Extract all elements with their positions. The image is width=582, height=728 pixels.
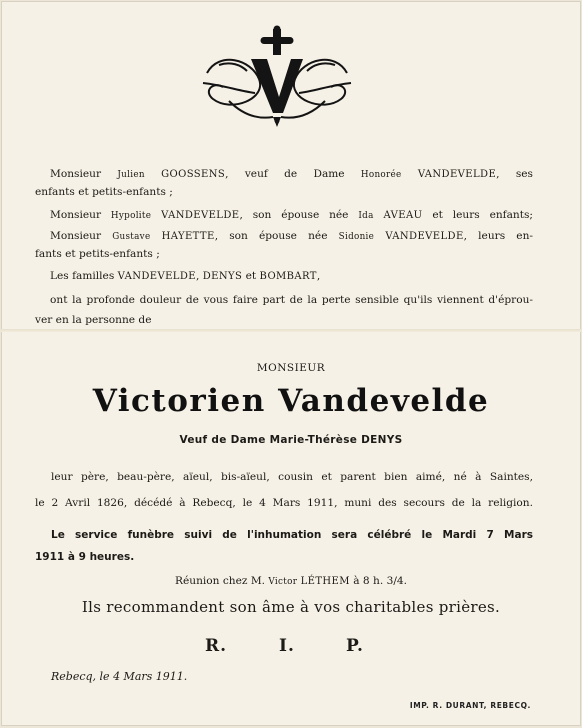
announcement-line-1: ont la profonde douleur de vous faire part de la perte sensible qu'ils viennent d'éprou- <box>50 294 533 306</box>
surname: HAYETTE <box>161 231 215 242</box>
title-word: Monsieur <box>50 209 102 221</box>
birth-death-line: le 2 Avril 1826, décédé à Rebecq, le 4 Mars 1911, muni des secours de la religion. <box>35 497 533 509</box>
relation-text: son épouse née <box>252 209 349 221</box>
surname: DENYS <box>361 434 403 446</box>
first-name: Honorée <box>360 170 402 180</box>
paper-fold <box>1 329 581 332</box>
surname: LÉTHEM <box>300 576 350 587</box>
surname: BOMBART <box>259 271 317 282</box>
first-name: Victor <box>268 577 298 587</box>
mourners-line-6 <box>50 269 320 284</box>
title-word: Monsieur <box>50 168 102 180</box>
rip-r: R. <box>205 636 228 656</box>
prayer-line: Ils recommandent son âme à vos charitables prières. <box>81 598 501 616</box>
printer-imprint: IMP. R. DURANT, REBECQ. <box>409 701 531 710</box>
surname: GOOSSENS <box>161 169 226 180</box>
mourners-line-1: Monsieur Julien GOOSSENS, veuf de Dame Honorée VANDEVELDE, ses <box>50 168 533 180</box>
surname: AVEAU <box>383 210 423 221</box>
funeral-notice <box>1 1 581 726</box>
place-date: Rebecq, le 4 Mars 1911. <box>51 670 188 683</box>
service-line-1: Le service funèbre suivi de l'inhumation sera célébré le Mardi 7 Mars <box>51 529 533 541</box>
first-name: Ida <box>358 211 374 221</box>
comma: , <box>316 270 321 282</box>
first-name: Sidonie <box>338 232 375 242</box>
surname: DENYS <box>202 271 243 282</box>
widower-text: Veuf de Dame Marie-Thérèse <box>179 434 358 446</box>
relation-text: , son épouse née <box>214 230 328 242</box>
relation-text: et leurs enfants; <box>432 209 533 221</box>
reunion-line <box>41 574 541 589</box>
reunion-text: à 8 h. 3/4. <box>353 575 407 587</box>
surname: VANDEVELDE <box>161 210 240 221</box>
first-name: Hypolite <box>110 211 152 221</box>
reunion-text: Réunion chez M. <box>175 575 266 587</box>
mourners-line-5: fants et petits-enfants ; <box>35 248 160 260</box>
title-word: Monsieur <box>50 230 102 242</box>
announcement-line-2: ver en la personne de <box>35 314 152 326</box>
surname: VANDEVELDE <box>417 169 497 180</box>
relation-text: veuf de Dame <box>244 168 345 180</box>
comma: , <box>195 270 200 282</box>
widower-line <box>41 433 541 447</box>
first-name: Gustave <box>112 232 151 242</box>
relation-text: ses <box>515 168 533 180</box>
relation-text: , leurs en- <box>463 230 533 242</box>
family-relation-line: leur père, beau-père, aïeul, bis-aïeul, cousin et parent bien aimé, né à Saintes, <box>51 471 533 483</box>
surname: VANDEVELDE <box>117 271 196 282</box>
deceased-title: MONSIEUR <box>256 362 326 374</box>
relation-text: Les familles <box>50 270 115 282</box>
mourners-line-2: enfants et petits-enfants ; <box>35 186 173 198</box>
deceased-name: Victorien Vandevelde <box>92 383 490 419</box>
first-name: Julien <box>117 170 145 180</box>
cross-emblem-icon <box>199 21 355 129</box>
relation-text: et <box>245 270 257 282</box>
rip-i: I. <box>279 636 295 656</box>
surname: VANDEVELDE <box>385 231 464 242</box>
mourners-line-3: Monsieur Hypolite VANDEVELDE, son épouse née Ida AVEAU et leurs enfants; <box>50 209 533 221</box>
service-line-2: 1911 à 9 heures. <box>35 551 135 563</box>
rip-p: P. <box>346 636 364 656</box>
mourners-line-4 <box>50 229 533 244</box>
